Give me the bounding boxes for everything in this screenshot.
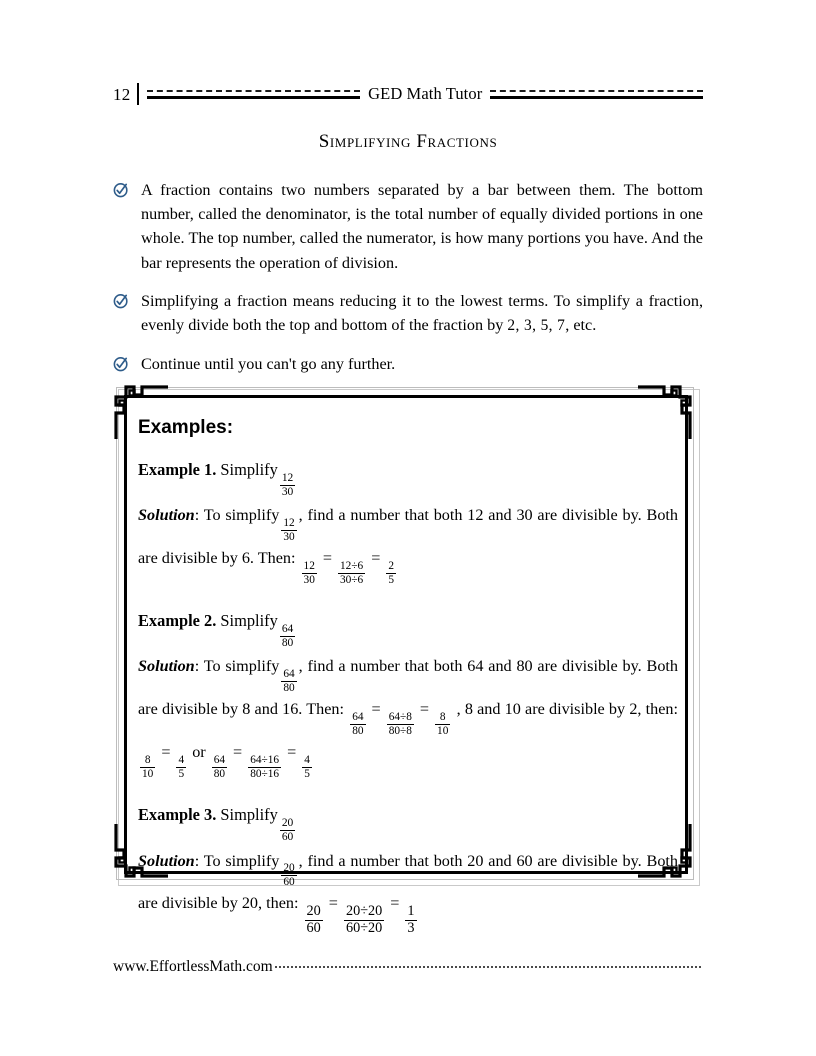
fraction-chain2-2-a: [140, 754, 155, 780]
solution-label-2: Solution: [138, 657, 195, 676]
fraction-numerator: 8: [144, 754, 151, 767]
solution-or-2: or: [192, 743, 206, 762]
example-label-3: Example 3.: [138, 805, 217, 825]
fraction-chain-1-c: [386, 560, 396, 586]
fraction-numerator: 2: [388, 560, 395, 573]
fraction-denominator: 80: [283, 682, 295, 695]
page-footer: [113, 955, 701, 976]
example-prompt-3: Simplify: [220, 805, 278, 825]
fraction-numerator: 20: [283, 862, 295, 875]
fraction-numerator: 4: [304, 754, 310, 767]
equals-sign: =: [371, 549, 381, 568]
fraction-numerator: 12: [283, 517, 295, 530]
fraction-chain-2-c: [435, 711, 450, 737]
equals-sign: =: [287, 743, 297, 762]
fraction-denominator: 30: [283, 531, 295, 544]
solution-separator-3: :: [194, 851, 200, 870]
solution-text-a-1: To simplify: [203, 506, 280, 525]
fraction-numerator: 12: [303, 560, 315, 573]
fraction-prompt-1: [280, 472, 295, 498]
solution-text-c-2: , 8 and 10 are divisible by 2, then:: [456, 700, 679, 719]
fraction-chain3-2-a: [212, 754, 227, 780]
example-block-1: [138, 455, 678, 586]
example-prompt-1: Simplify: [220, 460, 278, 479]
fraction-denominator: 60: [281, 831, 294, 844]
fraction-prompt-2: [280, 623, 295, 649]
fraction-chain-2-b: [387, 711, 414, 737]
footer-leader-line: [275, 955, 701, 971]
example-solution-1: [138, 500, 678, 586]
fraction-chain2-2-b: [176, 754, 186, 780]
list-item: [113, 178, 703, 275]
fraction-denominator: 3: [407, 920, 415, 937]
list-item-text: Continue until you can't go any further.: [141, 355, 396, 374]
header-title: GED Math Tutor: [368, 84, 483, 103]
fraction-denominator: 60÷20: [345, 920, 383, 937]
fraction-numerator: 20: [306, 903, 321, 920]
solution-separator-1: :: [194, 506, 200, 525]
fraction-prompt-3: [280, 817, 295, 843]
solution-text-b-2: , find a number that both 64 and 80 are divisible by. Both are divisible by 8 and 16. Then:: [138, 657, 679, 719]
check-circle-icon: [113, 182, 129, 198]
page-number-divider: [137, 83, 139, 105]
fraction-chain-3-a: [305, 904, 323, 936]
solution-label-3: Solution: [138, 851, 195, 870]
example-title-2: [138, 606, 678, 649]
fraction-numerator: 12÷6: [340, 560, 364, 573]
equals-sign: =: [233, 743, 243, 762]
example-title-1: [138, 455, 678, 498]
fraction-chain-1-a: [302, 560, 317, 586]
fraction-denominator: 80: [352, 725, 364, 738]
equals-sign: =: [322, 549, 333, 568]
solution-separator-2: :: [194, 657, 200, 676]
check-circle-icon: [113, 356, 129, 372]
fraction-denominator: 5: [388, 574, 395, 587]
fraction-numerator: 64÷8: [388, 711, 412, 724]
divisor-numbers: 2, 3, 5, 7: [507, 317, 566, 335]
fraction-denominator: 80÷8: [388, 725, 412, 738]
fraction-denominator: 5: [178, 768, 185, 781]
fraction-denominator: 80: [213, 768, 226, 781]
solution-label-1: Solution: [138, 506, 195, 525]
fraction-chain-2-a: [350, 711, 365, 737]
example-label-2: Example 2.: [138, 611, 217, 631]
check-circle-icon: [113, 293, 129, 309]
solution-text-b-3: , find a number that both 20 and 60 are divisible by. Both are divisible by 20, then:: [138, 851, 679, 913]
fraction-numerator: 64: [213, 754, 226, 767]
list-item-text-tail: , etc.: [565, 316, 597, 335]
solution-text-a-3: To simplify: [203, 851, 280, 870]
example-block-2: [138, 606, 678, 780]
example-title-3: [138, 800, 678, 843]
fraction-denominator: 5: [304, 768, 310, 781]
list-item-text: [141, 289, 703, 338]
solution-text-a-2: To simplify: [203, 657, 280, 676]
fraction-chain3-2-c: [302, 754, 312, 780]
fraction-denominator: 80: [281, 637, 294, 650]
fraction-numerator: 8: [439, 711, 446, 724]
fraction-numerator: 20: [281, 817, 294, 830]
bullet-list: [113, 178, 703, 390]
fraction-denominator: 30: [281, 486, 294, 499]
header-rule-left: [147, 88, 360, 100]
list-item-text-lead: Simplifying a fraction means reducing it to the lowest terms. To simplify a fraction, evenly divide both the top and bottom of the fraction by: [141, 291, 703, 335]
fraction-chain3-2-b: [248, 754, 281, 780]
examples-heading: Examples:: [138, 417, 234, 438]
fraction-denominator: 30: [303, 574, 315, 587]
equals-sign: =: [371, 700, 381, 719]
fraction-numerator: 20÷20: [345, 903, 383, 920]
footer-url: www.EffortlessMath.com: [113, 957, 273, 975]
header-rule-right: [490, 88, 703, 100]
fraction-chain-3-c: [405, 904, 416, 936]
example-solution-2: [138, 651, 678, 780]
examples-content: [138, 417, 678, 936]
fraction-denominator: 80÷16: [250, 768, 280, 781]
list-item: [113, 352, 703, 376]
fraction-solution-3: [281, 862, 296, 888]
fraction-numerator: 64: [352, 711, 364, 724]
fraction-denominator: 60: [283, 876, 295, 889]
fraction-solution-1: [281, 517, 296, 543]
equals-sign: =: [328, 894, 338, 913]
example-label-1: Example 1.: [138, 460, 217, 479]
list-item: [113, 289, 703, 338]
example-solution-3: [138, 846, 678, 937]
equals-sign: =: [419, 700, 430, 719]
fraction-numerator: 64: [281, 623, 294, 636]
fraction-denominator: 30÷6: [340, 574, 364, 587]
fraction-denominator: 10: [142, 768, 154, 781]
page-header: [113, 80, 703, 108]
fraction-chain-1-b: [338, 560, 365, 586]
fraction-denominator: 60: [306, 920, 321, 937]
list-item-text: A fraction contains two numbers separated by a bar between them. The bottom number, called the denominator, is the total number of equally divided portions in one whole. The top number, called the numerator, is how many portions you have. And the bar represents the operation of division.: [141, 181, 703, 272]
fraction-chain-3-b: [344, 904, 384, 936]
page-number: 12: [113, 84, 131, 104]
example-block-3: [138, 800, 678, 936]
fraction-numerator: 1: [407, 903, 415, 920]
equals-sign: =: [161, 743, 171, 762]
equals-sign: =: [390, 894, 400, 913]
fraction-denominator: 10: [437, 725, 449, 738]
solution-text-b-1: , find a number that both 12 and 30 are divisible by. Both are divisible by 6. Then:: [138, 506, 679, 568]
fraction-numerator: 64÷16: [250, 754, 280, 767]
fraction-numerator: 12: [281, 471, 294, 484]
fraction-numerator: 64: [283, 668, 295, 681]
fraction-numerator: 4: [178, 754, 185, 767]
section-title: Simplifying Fractions: [318, 131, 498, 152]
fraction-solution-2: [281, 668, 296, 694]
example-prompt-2: Simplify: [220, 611, 278, 631]
